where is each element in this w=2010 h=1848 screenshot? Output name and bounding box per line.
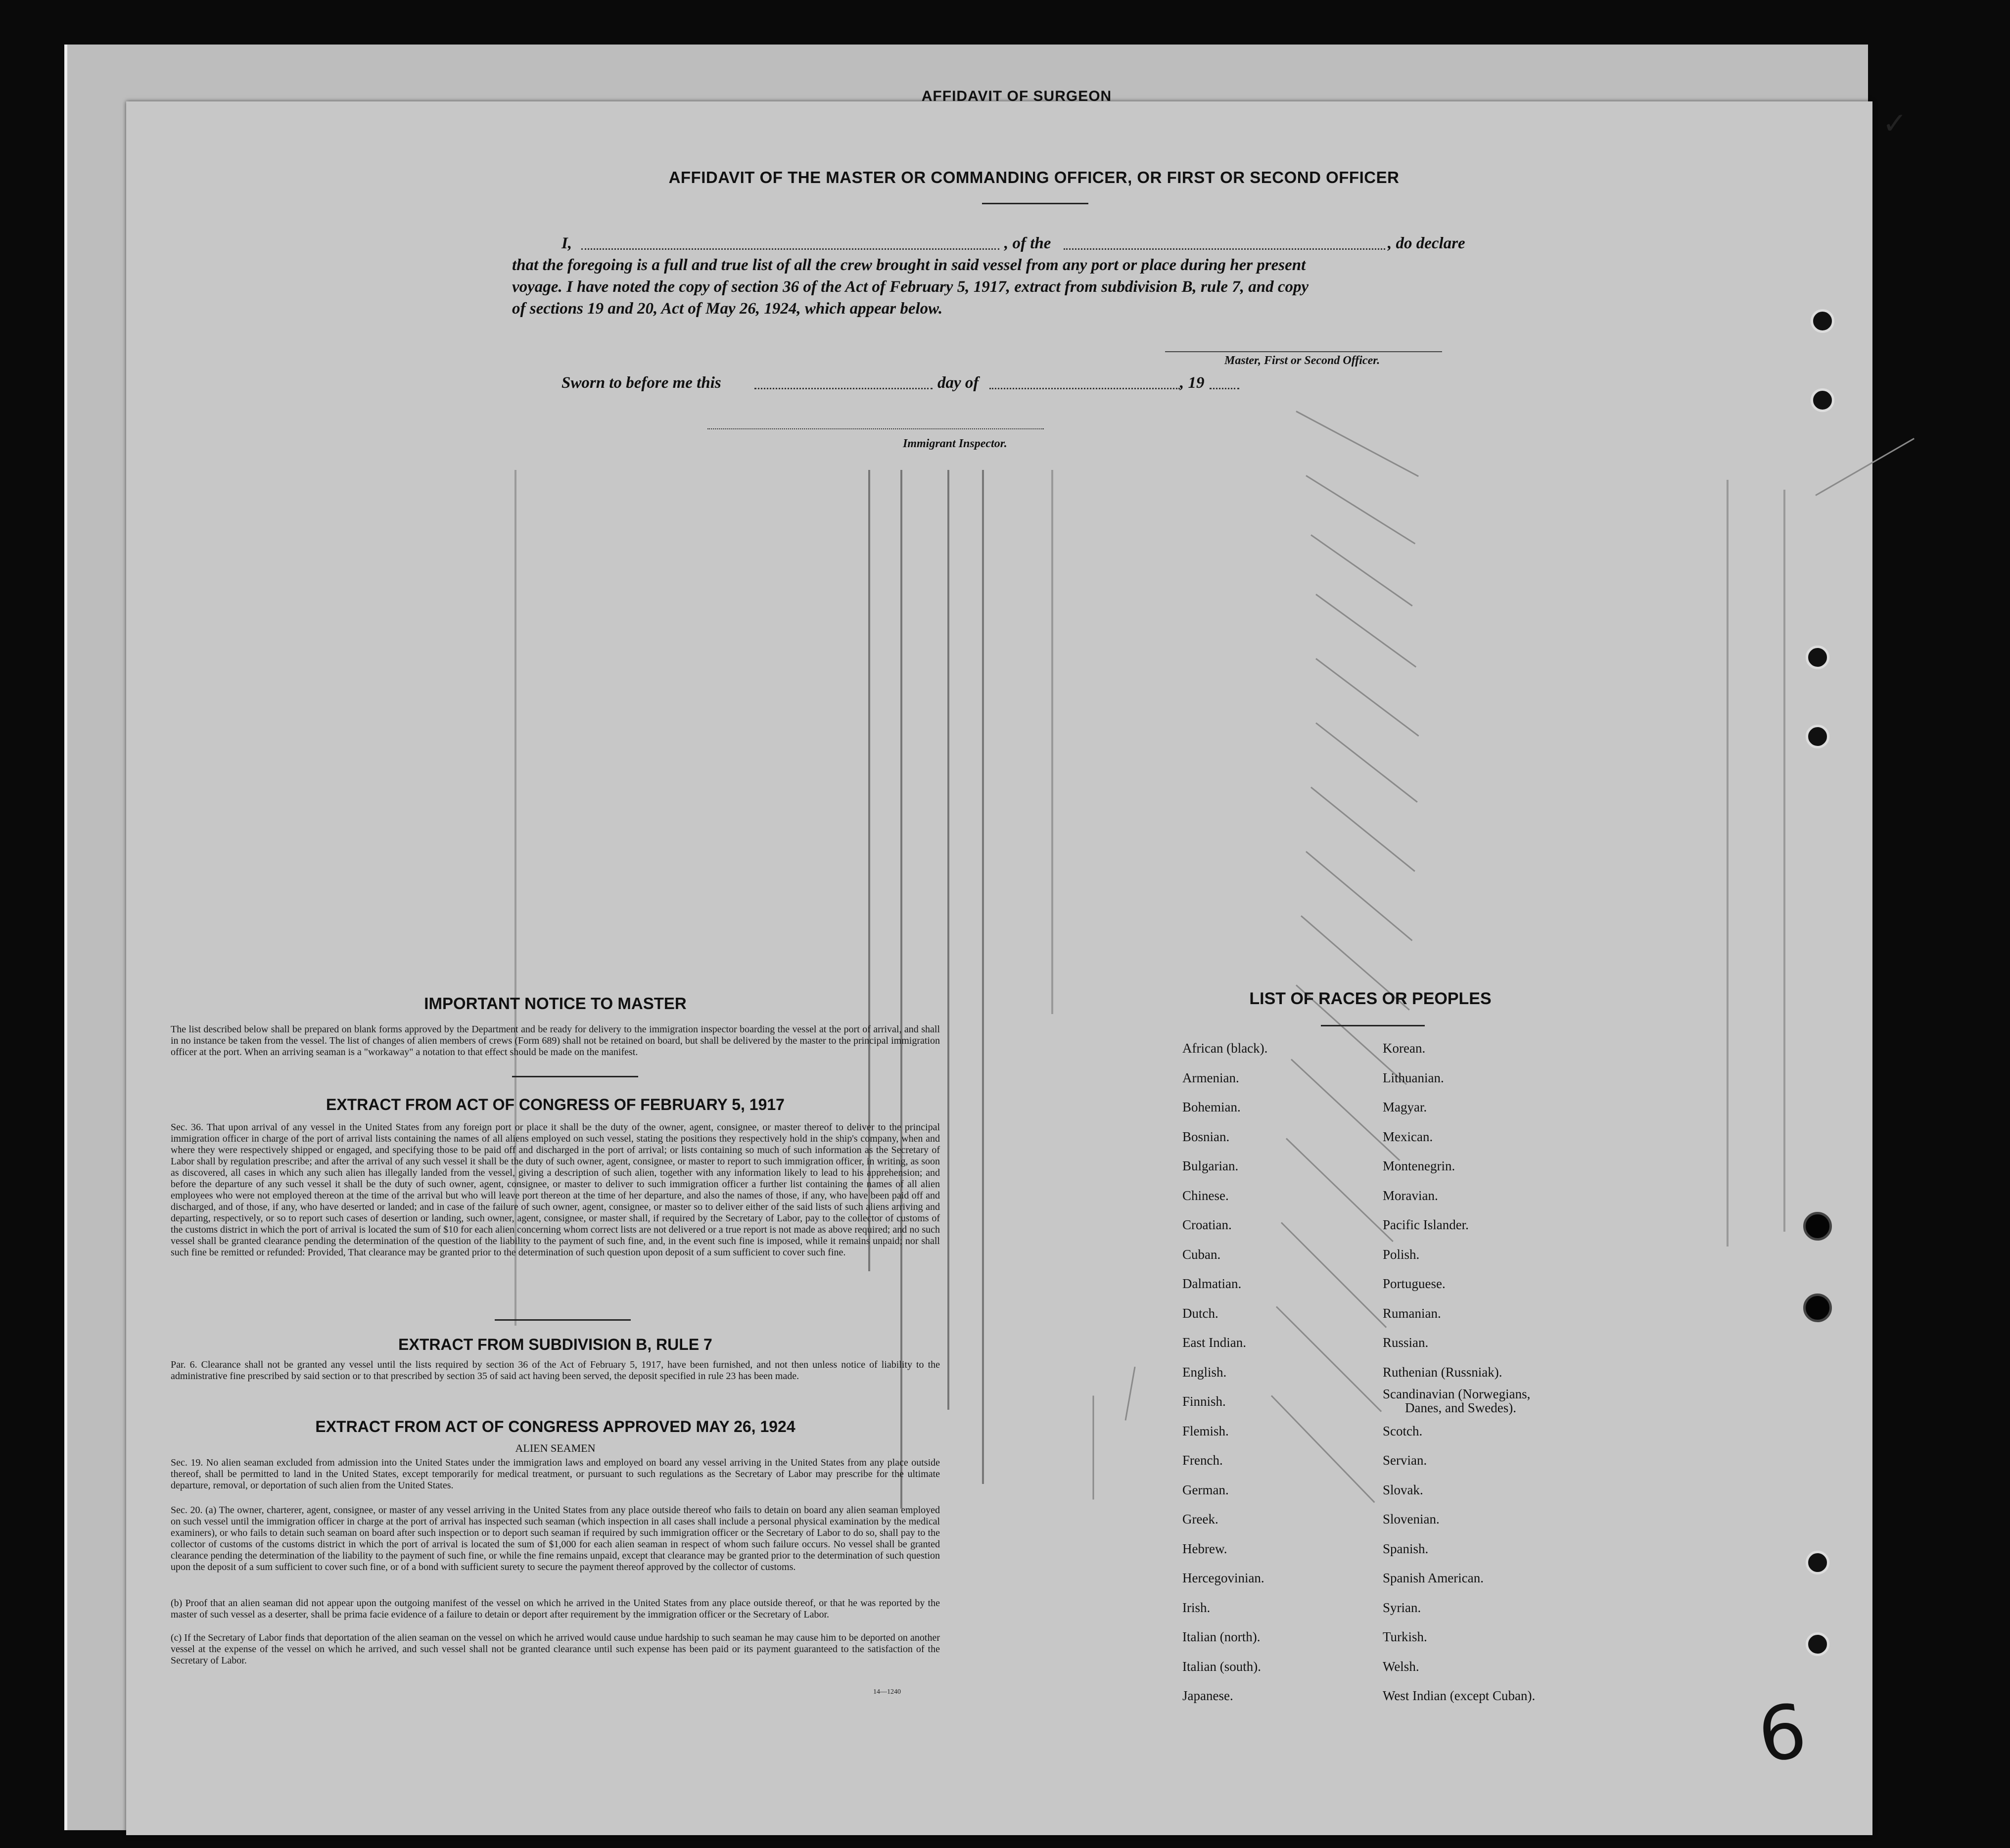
handwritten-page-number: 6	[1753, 1688, 1812, 1780]
race-item: Magyar.	[1383, 1100, 1427, 1114]
race-item: Korean.	[1383, 1041, 1426, 1056]
race-item: Syrian.	[1383, 1600, 1421, 1615]
race-item: Scotch.	[1383, 1423, 1423, 1438]
race-item: Dutch.	[1182, 1305, 1218, 1321]
affidavit-line1-start: I,	[561, 234, 572, 252]
race-item: Dalmatian.	[1182, 1276, 1242, 1291]
affidavit-line3: voyage. I have noted the copy of section 36 of the Act of February 5, 1917, extract from subdivision B, rule 7, and copy	[512, 278, 1309, 296]
race-item: Italian (north).	[1182, 1629, 1261, 1644]
sec19-text: Sec. 19. No alien seaman excluded from admission into the United States under the immigration laws and employed on board any vessel arriving in the United States from any place outside thereof, shall be permitted to land in the United States, except temporarily for medical treatment, or pursuant to such regulations as the Secretary of Labor may prescribe for the ultimate departure, removal, or deportation of such alien from the United States.	[171, 1457, 940, 1491]
inspector-signature-line	[707, 428, 1044, 429]
punch-hole	[1811, 309, 1834, 333]
race-item: Spanish.	[1383, 1541, 1429, 1556]
races-left-column	[1182, 1034, 1267, 1711]
race-item: French.	[1182, 1453, 1223, 1468]
rule7-title: EXTRACT FROM SUBDIVISION B, RULE 7	[398, 1336, 712, 1353]
races-title-rule	[1321, 1025, 1425, 1026]
race-item: Cuban.	[1182, 1247, 1221, 1262]
inspector-label: Immigrant Inspector.	[903, 437, 1007, 450]
punch-hole	[1806, 725, 1829, 748]
sec20b-text: (b) Proof that an alien seaman did not appear upon the outgoing manifest of the vessel on which he arrived in the United States from any place outside thereof, or that he was reported by the master of such vessel as a deserter, shall be prima facie evidence of a failure to detain or deport after requirement by the immigration officer or the Secretary of Labor.	[171, 1598, 940, 1620]
race-item	[1383, 1387, 1535, 1417]
race-item: Pacific Islander.	[1383, 1217, 1469, 1232]
race-item: Finnish.	[1182, 1394, 1226, 1409]
race-item: Armenian.	[1182, 1070, 1239, 1085]
race-item: Hebrew.	[1182, 1541, 1227, 1556]
race-item: Welsh.	[1383, 1659, 1419, 1674]
race-item: Spanish American.	[1383, 1571, 1484, 1585]
race-item: Bohemian.	[1182, 1100, 1241, 1114]
extract-1917-rule	[495, 1319, 631, 1321]
race-item: Italian (south).	[1182, 1659, 1261, 1674]
sworn-day-of: day of	[937, 374, 979, 392]
sworn-year: , 19	[1180, 374, 1205, 392]
race-item: Hercegovinian.	[1182, 1571, 1264, 1585]
race-item: West Indian (except Cuban).	[1383, 1688, 1536, 1703]
rule7-text: Par. 6. Clearance shall not be granted any vessel until the lists required by section 36 of the Act of February 5, 1917, have been furnished, and not then unless notice of liability to the administrative fine prescribed by said section or to that prescribed by section 35 of said act having been served, the deposit specified in rule 23 has been made.	[171, 1359, 940, 1382]
affidavit-name-line	[581, 248, 999, 250]
race-item: Moravian.	[1383, 1188, 1438, 1203]
races-title: LIST OF RACES OR PEOPLES	[1249, 989, 1492, 1008]
sec20-text: Sec. 20. (a) The owner, charterer, agent, consignee, or master of any vessel arriving in the United States from any place outside thereof who fails to detain on board any alien seaman employed on such vessel until the immigration officer in charge at the port of arrival has inspected such seaman (which inspection in all cases shall include a personal physical examination by the medical examiners), or who fails to detain such seaman on board after such inspection or to deport such seaman if required by such immigration officer or the Secretary of Labor to do so, shall pay to the collector of customs of the customs district in which the port of arrival is located the sum of $1,000 for each alien seaman in respect of whom such failure occurs. No vessel shall be granted clearance pending the determination of the liability to the payment of such fine, or while the fine remains unpaid, except that clearance may be granted prior to the determination of such question upon the deposit of a sum sufficient to cover such fine, or of a bond with sufficient surety to secure the payment thereof approved by the collector of customs.	[171, 1505, 940, 1572]
punch-hole	[1806, 1632, 1829, 1656]
form-number: 14—1240	[873, 1688, 901, 1696]
extract-1917-title: EXTRACT FROM ACT OF CONGRESS OF FEBRUARY 5, 1917	[326, 1096, 785, 1113]
punch-hole	[1803, 1294, 1832, 1322]
affidavit-title-rule	[982, 203, 1088, 204]
race-item: African (black).	[1182, 1041, 1268, 1056]
notice-rule	[512, 1076, 638, 1077]
document-page	[126, 101, 1872, 1835]
race-item: Portuguese.	[1383, 1276, 1446, 1291]
race-item: Lithuanian.	[1383, 1070, 1444, 1085]
sworn-label: Sworn to before me this	[561, 374, 721, 392]
affidavit-line1-mid: , of the	[1004, 234, 1051, 252]
sworn-month-line	[989, 388, 1180, 389]
affidavit-line4: of sections 19 and 20, Act of May 26, 1924, which appear below.	[512, 300, 943, 318]
race-item: Bulgarian.	[1182, 1158, 1239, 1173]
race-item: Croatian.	[1182, 1217, 1232, 1232]
race-item: Russian.	[1383, 1335, 1429, 1350]
race-item: Turkish.	[1383, 1629, 1427, 1644]
master-signature-label: Master, First or Second Officer.	[1224, 354, 1380, 367]
alien-seamen-subtitle: ALIEN SEAMEN	[515, 1442, 596, 1454]
sec20c-text: (c) If the Secretary of Labor finds that deportation of the alien seaman on the vessel on which he arrived would cause undue hardship to such seaman he may cause him to be deported on another vessel at the expense of the vessel on which he arrived, and such vessel shall not be granted clearance until such expense has been paid or its payment guaranteed to the satisfaction of the Secretary of Labor.	[171, 1632, 940, 1666]
header-title: AFFIDAVIT OF SURGEON	[921, 88, 1112, 104]
race-item: Mexican.	[1383, 1129, 1433, 1144]
race-item: Ruthenian (Russniak).	[1383, 1364, 1502, 1380]
race-item-line: Danes, and Swedes).	[1405, 1400, 1516, 1415]
race-item: Greek.	[1182, 1512, 1218, 1526]
check-mark-icon: ✓	[1882, 106, 1908, 141]
race-item: Montenegrin.	[1383, 1158, 1455, 1173]
punch-hole	[1803, 1212, 1832, 1241]
race-item: Rumanian.	[1383, 1305, 1441, 1321]
punch-hole	[1811, 388, 1834, 412]
affidavit-title: AFFIDAVIT OF THE MASTER OR COMMANDING OFFICER, OR FIRST OR SECOND OFFICER	[668, 168, 1400, 186]
race-item: Japanese.	[1182, 1688, 1233, 1703]
master-signature-line	[1165, 351, 1442, 352]
punch-hole	[1806, 1551, 1829, 1574]
race-item: English.	[1182, 1364, 1227, 1380]
extract-1924-title: EXTRACT FROM ACT OF CONGRESS APPROVED MAY 26, 1924	[315, 1418, 795, 1435]
sworn-year-line	[1210, 388, 1239, 389]
race-item: Irish.	[1182, 1600, 1211, 1615]
race-item-line: Scandinavian (Norwegians,	[1383, 1386, 1531, 1401]
sworn-day-line	[754, 388, 933, 389]
notice-title: IMPORTANT NOTICE TO MASTER	[424, 994, 687, 1013]
race-item: Polish.	[1383, 1247, 1420, 1262]
affidavit-vessel-line	[1064, 248, 1385, 250]
race-item: Flemish.	[1182, 1423, 1229, 1438]
race-item: Chinese.	[1182, 1188, 1229, 1203]
races-right-column	[1383, 1034, 1535, 1711]
punch-hole	[1806, 646, 1829, 669]
race-item: German.	[1182, 1482, 1229, 1497]
race-item: East Indian.	[1182, 1335, 1246, 1350]
extract-1917-text: Sec. 36. That upon arrival of any vessel in the United States from any foreign port or place it shall be the duty of the owner, agent, consignee, or master thereof to deliver to the principal immigration officer in charge of the port of arrival lists containing the names of all aliens employed on such vessel, stating the positions they respectively hold in the ship's company, when and where they were respectively shipped or engaged, and specifying those to be paid off and discharged in the port of arrival; or lists containing so much of such information as the Secretary of Labor shall by regulation prescribe; and after the arrival of any such vessel it shall be the duty of such owner, agent, consignee, or master to report to such immigration officer, in writing, as soon as discovered, all cases in which any such alien has illegally landed from the vessel, giving a description of such alien, together with any information likely to lead to his apprehension; and before the departure of any such vessel it shall be the duty of such owner, agent, consignee, or master to deliver to such immigration officer a further list containing the names of all alien employees who were not employed thereon at the time of the arrival but who will leave port thereon at the time of her departure, and also the names of those, if any, who have been paid off and discharged, and of those, if any, who have deserted or landed; and in case of the failure of such owner, agent, consignee, or master so to deliver either of the said lists of such aliens arriving and departing, respectively, or so to report such cases of desertion or landing, such owner, agent, consignee, or master shall, if required by the Secretary of Labor, pay to the collector of customs of the customs district in which the port of arrival is located the sum of $10 for each alien concerning whom correct lists are not delivered or a true report is not made as above required; and no such vessel shall be granted clearance pending the determination of the question of the liability to the payment of such fine, and, in the event such fine is imposed, while it remains unpaid; nor shall such fine be remitted or refunded: Provided, That clearance may be granted prior to the determination of such question upon deposit of a sum sufficient to cover such fine.	[171, 1122, 940, 1258]
race-item: Bosnian.	[1182, 1129, 1230, 1144]
race-item: Slovak.	[1383, 1482, 1423, 1497]
race-item: Slovenian.	[1383, 1512, 1440, 1526]
affidavit-line1-end: , do declare	[1388, 234, 1465, 252]
notice-text: The list described below shall be prepared on blank forms approved by the Department and be ready for delivery to the immigration inspector boarding the vessel at the port of arrival, and shall in no instance be taken from the vessel. The list of changes of alien members of crews (Form 689) shall not be retained on board, but shall be delivered by the master to the principal immigration officer at the port. When an arriving seaman is a "workaway" a notation to that effect should be made on the manifest.	[171, 1024, 940, 1058]
race-item: Servian.	[1383, 1453, 1427, 1468]
affidavit-line2: that the foregoing is a full and true list of all the crew brought in said vessel from any port or place during her present	[512, 256, 1306, 274]
